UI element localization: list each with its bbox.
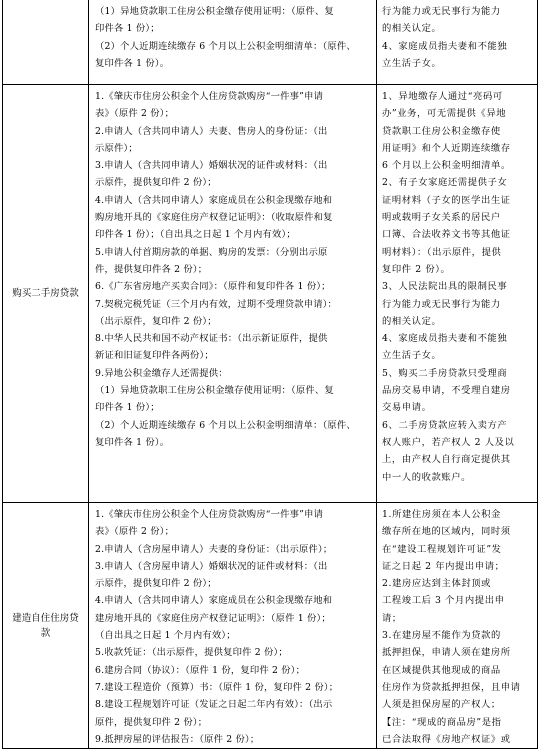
materials-cell — [89, 85, 377, 503]
text-line: 已合法取得《房地产权证》或 — [382, 733, 511, 745]
text-line: 明材料）：（出示原件，提供 — [382, 246, 502, 258]
text-line: 4.申请人（含共同申请人）家庭成员在公积金现缴存地和 — [95, 194, 333, 206]
text-line: 的相关认定。 — [382, 23, 442, 35]
text-line: 4.申请人（含共同申请人）家庭成员在公积金现缴存地和 — [95, 595, 333, 607]
text-line: 人须是担保房屋的产权人； — [382, 699, 501, 711]
text-line: 1、异地缴存人通过“亮码可 — [382, 91, 503, 102]
notes-cell — [377, 503, 538, 749]
loan-requirements-table — [2, 0, 538, 749]
text-line: 3.申请人（含房屋申请人）婚姻状况的证件或材料：（出 — [95, 560, 328, 572]
materials-cell — [89, 503, 377, 749]
text-line: 印件各 1 份）； — [95, 402, 160, 414]
row-label: 款 — [40, 627, 51, 639]
text-line: （出示原件，复印件 2 份）； — [95, 315, 217, 327]
row-label: 建造自住住房贷 — [12, 612, 79, 624]
row-label-cell — [3, 503, 89, 749]
text-line: 6 个月以上公积金明细清单。 — [382, 160, 511, 172]
text-line: 5、购买二手房贷款只受理商 — [382, 367, 508, 379]
text-line: 【注：“现成的商品房”是指 — [382, 716, 502, 728]
text-line: 3、人民法院出具的限制民事 — [382, 281, 508, 293]
text-line: 4、家庭成员指夫妻和不能独 — [382, 40, 508, 52]
text-line: 品房交易申请，不受理自建房 — [382, 385, 511, 397]
text-line: 6.《广东省房地产买卖合同》：（原件和复印件各 1 份）； — [95, 281, 331, 293]
text-line: 3.申请人（含共同申请人）婚姻状况的证件或材料：（出 — [95, 160, 328, 172]
text-line: 证之日起 2 年内提出申请； — [382, 560, 505, 572]
text-line: 请； — [382, 612, 402, 624]
table-row — [3, 503, 538, 749]
text-line: 在区域提供其他现成的商品 — [382, 664, 501, 676]
text-line: 6.建房合同（协议）：（原件 1 份，复印件 2 份）； — [95, 664, 306, 676]
text-line: 工程竣工后 3 个月内提出申 — [382, 595, 505, 607]
text-line: 1.《肇庆市住房公积金个人住房贷款购房“一件事”申请 — [95, 509, 324, 520]
text-line: 3.在建房屋不能作为贷款的 — [382, 630, 501, 642]
notes-cell — [377, 85, 538, 503]
text-line: 2.建房应达到主体封顶或 — [382, 578, 492, 590]
text-line: 交易申请。 — [382, 402, 432, 414]
text-line: 原件，提供复印件 2 份）； — [95, 716, 208, 728]
text-line: 7.建设工程造价（预算）书：（原件 1 份，复印件 2 份）； — [95, 681, 339, 693]
materials-cell — [89, 0, 377, 85]
text-line: 2、有子女家庭还需提供子女 — [382, 177, 508, 189]
text-line: （2）个人近期连续缴存 6 个月以上公积金明细清单：（原件、 — [95, 419, 356, 431]
text-line: 9.抵押房屋的评估报告：（原件 2 份）； — [95, 733, 260, 745]
text-line: 用证明》和个人近期连续缴存 — [382, 142, 511, 154]
text-line: （1）异地贷款职工住房公积金缴存使用证明：（原件、复 — [95, 385, 334, 397]
text-line: 示原件，提供复印件 2 份）； — [95, 578, 217, 590]
row-label: 购买二手房贷款 — [12, 288, 79, 299]
notes-cell — [377, 0, 538, 85]
text-line: 7.契税完税凭证（三个月内有效，过期不受理贷款申请）： — [95, 298, 338, 310]
text-line: 中一人的收款账户。 — [382, 471, 472, 483]
text-line: 2.申请人（含共同申请人）夫妻、售房人的身份证：（出 — [95, 125, 328, 137]
row-label-cell — [3, 0, 89, 85]
text-line: 的相关认定。 — [382, 315, 442, 327]
text-line: 6、二手房贷款应转入卖方产 — [382, 419, 508, 431]
text-line: 印件各 1 份）；（自出具之日起 1 个月内有效）； — [95, 229, 296, 241]
text-line: 证明材料（子女的医学出生证 — [382, 194, 511, 206]
text-line: 立生活子女。 — [382, 57, 442, 69]
text-line: 9.异地公积金缴存人还需提供： — [95, 367, 228, 379]
text-line: 件，提供复印件各 2 份）； — [95, 263, 208, 275]
text-line: 印件各 1 份）； — [95, 23, 160, 35]
text-line: 住房作为贷款抵押担保，且申请 — [382, 681, 521, 693]
text-line: 2.申请人（含房屋申请人）夫妻的身份证：（出示原件）； — [95, 543, 333, 555]
text-line: 5.收款凭证：（出示原件，提供复印件 2 份）； — [95, 647, 288, 659]
text-line: 示原件）； — [95, 142, 138, 154]
text-line: 复印件 2 份）。 — [382, 263, 451, 275]
text-line: （1）异地贷款职工住房公积金缴存使用证明：（原件、复 — [95, 6, 334, 17]
text-line: 购房地开具的《家庭住房产权登记证明》：（收取原件和复 — [95, 212, 333, 224]
text-line: 权人账户，若产权人 2 人及以 — [382, 436, 515, 448]
table-row — [3, 0, 538, 85]
text-line: 缴存所在地的区域内，同时须 — [382, 526, 511, 538]
text-line: 口簿、合法收养文书等其他证 — [382, 229, 511, 241]
text-line: 建房地开具的《家庭住房产权登记证明》：（原件 1 份）； — [95, 612, 331, 624]
text-line: 行为能力或无民事行为能力 — [382, 298, 501, 310]
text-line: 办”业务，可无需提供《异地 — [382, 108, 507, 120]
text-line: （2）个人近期连续缴存 6 个月以上公积金明细清单：（原件、 — [95, 40, 356, 52]
text-line: 4、家庭成员指夫妻和不能独 — [382, 333, 508, 345]
text-line: 复印件各 1 份）。 — [95, 436, 170, 448]
text-line: 明或载明子女关系的居民户 — [382, 212, 501, 224]
text-line: 抵押担保，申请人须在建房所 — [382, 647, 511, 659]
text-line: 上，由产权人自行商定提供其 — [382, 454, 511, 466]
text-line: 8.建设工程规划许可证（发证之日起二年内有效）：（出示 — [95, 699, 333, 711]
text-line: （自出具之日起 1 个月内有效）； — [95, 630, 236, 642]
text-line: 表》（原件 2 份）； — [95, 526, 175, 538]
text-line: 5.申请人付首期房款的单据、购房的发票：（分别出示原 — [95, 246, 328, 258]
row-label-cell — [3, 85, 89, 503]
text-line: 1.《肇庆市住房公积金个人住房贷款购房“一件事”申请 — [95, 91, 324, 102]
text-line: 在“建设工程规划许可证”发 — [382, 543, 502, 555]
text-line: 复印件各 1 份）。 — [95, 57, 170, 69]
text-line: 行为能力或无民事行为能力 — [382, 6, 501, 17]
text-line: 立生活子女。 — [382, 350, 442, 362]
table-row — [3, 85, 538, 503]
text-line: 示原件，提供复印件 2 份）； — [95, 177, 217, 189]
text-line: 表》（原件 2 份）； — [95, 108, 175, 120]
text-line: 新证和旧证复印件各两份）； — [95, 350, 214, 362]
text-line: 贷款职工住房公积金缴存使 — [382, 125, 501, 137]
text-line: 8.中华人民共和国不动产权证书：（出示新证原件，提供 — [95, 333, 328, 345]
text-line: 1.所建住房须在本人公积金 — [382, 509, 501, 520]
